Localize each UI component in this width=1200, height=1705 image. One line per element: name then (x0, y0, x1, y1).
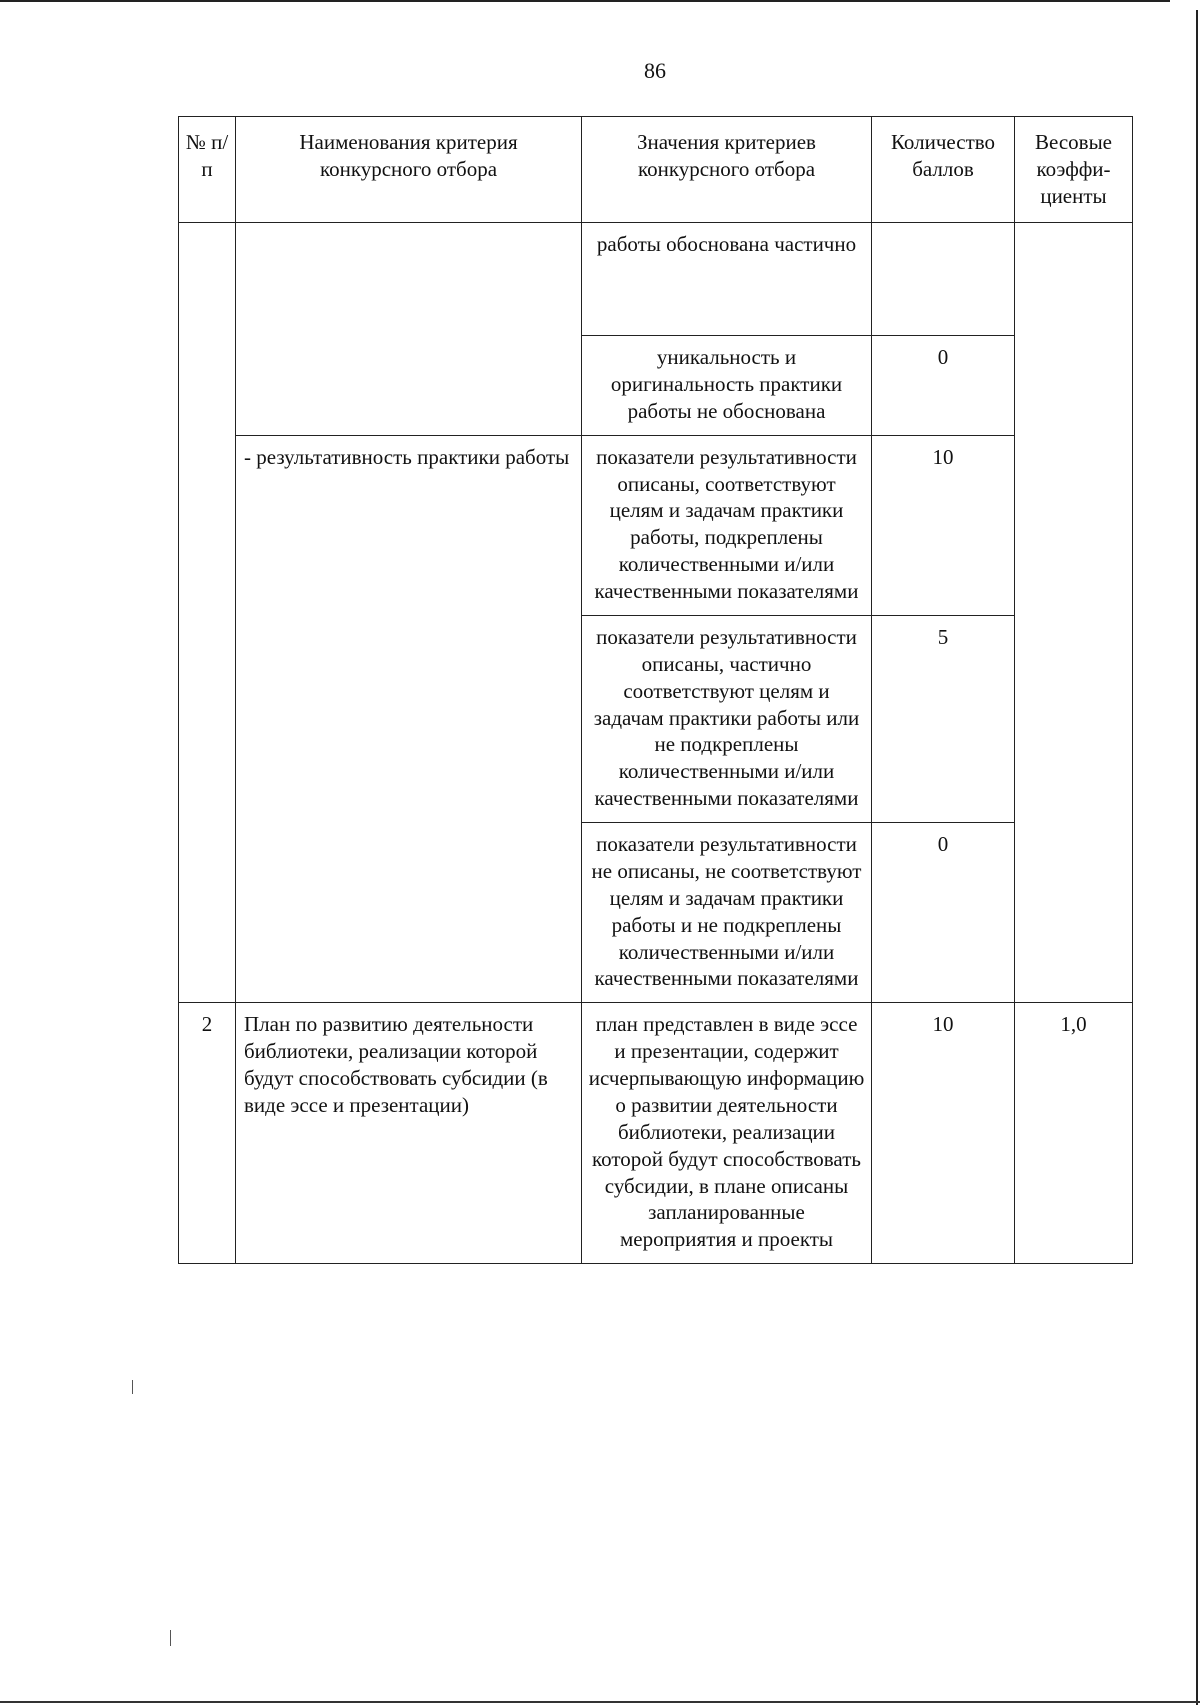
header-num: № п/п (179, 117, 236, 223)
row-num-cell: 2 (179, 1003, 236, 1264)
weight-cell: 1,0 (1015, 1003, 1133, 1264)
points-cell: 0 (872, 336, 1015, 436)
value-cell: показатели результативности описаны, соответствуют целям и задачам практики работы, подкреплены количественными и/или качественными показателями (582, 435, 872, 615)
scan-edge-right (1196, 10, 1198, 1705)
scan-edge-top (0, 0, 1170, 2)
points-cell: 10 (872, 1003, 1015, 1264)
table-row (179, 223, 1133, 336)
criterion-cell: План по развитию деятельности библиотеки, реализации которой будут способствовать субсидии (в виде эссе и презентации) (236, 1003, 582, 1264)
value-cell: показатели результативности описаны, частично соответствуют целям и задачам практики работы или не подкреплены количественными и/или качественными показателями (582, 615, 872, 822)
points-cell: 0 (872, 823, 1015, 1003)
value-cell: показатели результативности не описаны, не соответствуют целям и задачам практики работы и не подкреплены количественными и/или качественными показателями (582, 823, 872, 1003)
header-weight: Весовые коэффи-циенты (1015, 117, 1133, 223)
value-cell: план представлен в виде эссе и презентации, содержит исчерпывающую информацию о развитии деятельности библиотеки, реализации которой будут способствовать субсидии, в плане описаны запланированные мероприятия и проекты (582, 1003, 872, 1264)
criteria-table (178, 116, 1133, 1264)
points-cell: 10 (872, 435, 1015, 615)
header-criterion: Наименования критерия конкурсного отбора (236, 117, 582, 223)
scan-speck (170, 1630, 171, 1646)
page-number: 86 (644, 58, 666, 83)
scan-edge-bottom (0, 1701, 1200, 1703)
points-cell: 5 (872, 615, 1015, 822)
points-cell (872, 223, 1015, 336)
table-header-row (179, 117, 1133, 223)
value-cell: работы обоснована частично (582, 223, 872, 336)
criterion-cell (236, 223, 582, 436)
row-num-cell (179, 223, 236, 1003)
criterion-cell: - результативность практики работы (236, 435, 582, 1003)
table-row (179, 435, 1133, 615)
scan-speck (132, 1380, 133, 1394)
header-points: Количество баллов (872, 117, 1015, 223)
header-value: Значения критериев конкурсного отбора (582, 117, 872, 223)
table-row (179, 1003, 1133, 1264)
value-cell: уникальность и оригинальность практики работы не обоснована (582, 336, 872, 436)
weight-cell (1015, 223, 1133, 1003)
